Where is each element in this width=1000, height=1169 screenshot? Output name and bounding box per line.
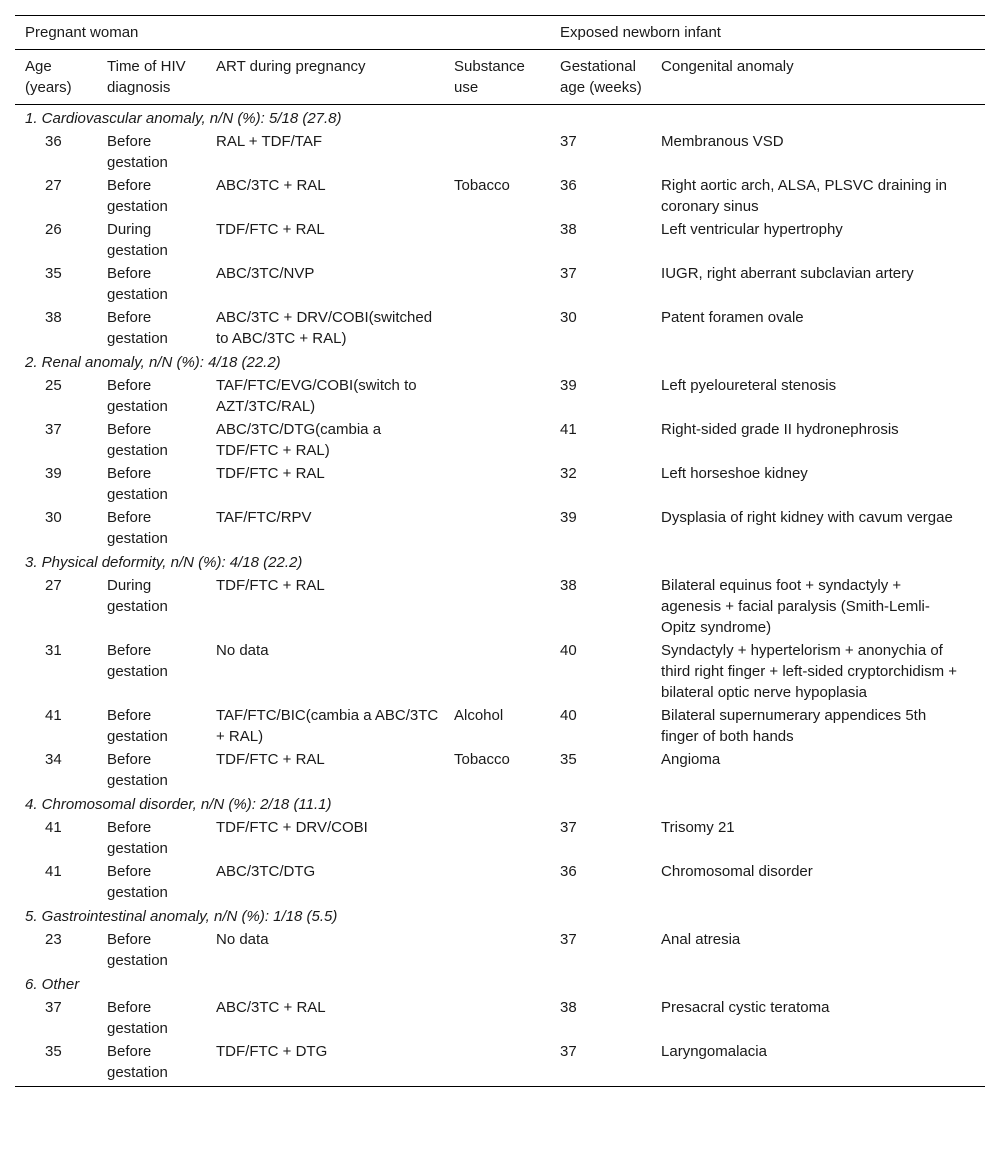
table-row	[15, 860, 985, 904]
substance-use-cell	[444, 306, 550, 350]
category-row	[15, 792, 985, 816]
congenital-anomaly-cell: Dysplasia of right kidney with cavum vergae	[661, 509, 953, 526]
congenital-anomaly-cell: Patent foramen ovale	[661, 309, 804, 326]
art-cell: ABC/3TC/DTG(cambia a TDF/FTC + RAL)	[216, 421, 382, 459]
table-row	[15, 130, 985, 174]
substance-use-cell	[444, 816, 550, 860]
column-header-substance-use: Substance use	[444, 50, 550, 105]
age-cell: 36	[45, 133, 62, 150]
age-cell: 35	[45, 265, 62, 282]
category-title: 6. Other	[25, 976, 80, 993]
gestational-age-cell: 37	[560, 931, 577, 948]
time-of-diagnosis-cell: Before gestation	[107, 863, 168, 901]
category-title: 2. Renal anomaly, n/N (%): 4/18 (22.2)	[25, 354, 281, 371]
art-cell: TDF/FTC + RAL	[216, 751, 325, 768]
art-cell: No data	[216, 642, 269, 659]
column-header-age: Age (years)	[15, 50, 97, 105]
gestational-age-cell: 38	[560, 221, 577, 238]
time-of-diagnosis-cell: Before gestation	[107, 265, 168, 303]
age-cell: 27	[45, 177, 62, 194]
art-cell: ABC/3TC + RAL	[216, 999, 326, 1016]
congenital-anomaly-cell: Anal atresia	[661, 931, 741, 948]
art-cell: ABC/3TC/DTG	[216, 863, 316, 880]
group-header-row	[15, 16, 985, 50]
time-of-diagnosis-cell: Before gestation	[107, 133, 168, 171]
gestational-age-cell: 37	[560, 265, 577, 282]
category-row	[15, 350, 985, 374]
substance-use-cell	[444, 996, 550, 1040]
time-of-diagnosis-cell: Before gestation	[107, 177, 168, 215]
gestational-age-cell: 37	[560, 819, 577, 836]
gestational-age-cell: 38	[560, 577, 577, 594]
substance-use-cell	[444, 639, 550, 704]
art-cell: TDF/FTC + RAL	[216, 221, 325, 238]
table-row	[15, 374, 985, 418]
table-row	[15, 1040, 985, 1087]
age-cell: 23	[45, 931, 62, 948]
age-cell: 27	[45, 577, 62, 594]
table-row	[15, 574, 985, 639]
table-row	[15, 506, 985, 550]
category-title: 5. Gastrointestinal anomaly, n/N (%): 1/18 (5.5)	[25, 908, 338, 925]
substance-use-cell	[444, 1040, 550, 1087]
group-header-pregnant-woman: Pregnant woman	[15, 16, 550, 50]
congenital-anomaly-cell: Chromosomal disorder	[661, 863, 813, 880]
gestational-age-cell: 37	[560, 133, 577, 150]
time-of-diagnosis-cell: Before gestation	[107, 931, 168, 969]
substance-use-cell	[444, 374, 550, 418]
table-row	[15, 462, 985, 506]
time-of-diagnosis-cell: During gestation	[107, 577, 168, 615]
gestational-age-cell: 41	[560, 421, 577, 438]
substance-use-cell	[444, 506, 550, 550]
column-header-row	[15, 50, 985, 105]
age-cell: 30	[45, 509, 62, 526]
table-row	[15, 218, 985, 262]
substance-use-cell	[444, 418, 550, 462]
congenital-anomaly-cell: Left horseshoe kidney	[661, 465, 808, 482]
gestational-age-cell: 40	[560, 707, 577, 724]
table-row	[15, 748, 985, 792]
time-of-diagnosis-cell: Before gestation	[107, 309, 168, 347]
time-of-diagnosis-cell: Before gestation	[107, 465, 168, 503]
substance-use-cell	[444, 262, 550, 306]
age-cell: 37	[45, 999, 62, 1016]
age-cell: 34	[45, 751, 62, 768]
substance-use-cell	[444, 218, 550, 262]
category-title: 3. Physical deformity, n/N (%): 4/18 (22.2)	[25, 554, 303, 571]
time-of-diagnosis-cell: Before gestation	[107, 509, 168, 547]
time-of-diagnosis-cell: Before gestation	[107, 819, 168, 857]
time-of-diagnosis-cell: Before gestation	[107, 642, 168, 680]
category-row	[15, 972, 985, 996]
column-header-congenital-anomaly: Congenital anomaly	[651, 50, 985, 105]
time-of-diagnosis-cell: Before gestation	[97, 1040, 206, 1087]
age-cell: 31	[45, 642, 62, 659]
congenital-anomaly-cell: Laryngomalacia	[651, 1040, 985, 1087]
congenital-anomaly-cell: IUGR, right aberrant subclavian artery	[661, 265, 914, 282]
congenital-anomaly-cell: Presacral cystic teratoma	[661, 999, 830, 1016]
category-row	[15, 904, 985, 928]
art-cell: TDF/FTC + RAL	[216, 577, 325, 594]
substance-use-cell	[444, 928, 550, 972]
art-cell: ABC/3TC/NVP	[216, 265, 315, 282]
congenital-anomaly-cell: Right-sided grade II hydronephrosis	[661, 421, 899, 438]
art-cell: TAF/FTC/BIC(cambia a ABC/3TC + RAL)	[216, 707, 439, 745]
congenital-anomaly-cell: Membranous VSD	[661, 133, 784, 150]
substance-use-cell	[444, 574, 550, 639]
congenital-anomaly-cell: Bilateral equinus foot + syndactyly + agenesis + facial paralysis (Smith-Lemli-Opitz syndrome)	[661, 577, 930, 636]
age-cell: 38	[45, 309, 62, 326]
art-cell: ABC/3TC + RAL	[216, 177, 326, 194]
congenital-anomaly-cell: Angioma	[661, 751, 721, 768]
table-row	[15, 996, 985, 1040]
age-cell: 39	[45, 465, 62, 482]
age-cell: 26	[45, 221, 62, 238]
art-cell: TDF/FTC + DRV/COBI	[216, 819, 368, 836]
table-row	[15, 928, 985, 972]
table-row	[15, 704, 985, 748]
art-cell: TDF/FTC + RAL	[216, 465, 325, 482]
gestational-age-cell: 36	[560, 177, 577, 194]
category-title: 1. Cardiovascular anomaly, n/N (%): 5/18 (27.8)	[25, 110, 342, 127]
time-of-diagnosis-cell: Before gestation	[107, 707, 168, 745]
gestational-age-cell: 36	[560, 863, 577, 880]
congenital-anomaly-cell: Trisomy 21	[661, 819, 735, 836]
table-row	[15, 639, 985, 704]
category-row	[15, 105, 985, 131]
age-cell: 41	[45, 707, 62, 724]
table-row	[15, 262, 985, 306]
gestational-age-cell: 37	[550, 1040, 651, 1087]
gestational-age-cell: 40	[560, 642, 577, 659]
congenital-anomaly-cell: Right aortic arch, ALSA, PLSVC draining in coronary sinus	[661, 177, 948, 215]
art-cell: No data	[216, 931, 269, 948]
table-row	[15, 816, 985, 860]
congenital-anomaly-cell: Bilateral supernumerary appendices 5th finger of both hands	[661, 707, 927, 745]
category-title: 4. Chromosomal disorder, n/N (%): 2/18 (11.1)	[25, 796, 332, 813]
age-cell: 41	[45, 863, 62, 880]
group-header-newborn-infant: Exposed newborn infant	[550, 16, 985, 50]
congenital-anomaly-cell: Left pyeloureteral stenosis	[661, 377, 837, 394]
time-of-diagnosis-cell: During gestation	[107, 221, 168, 259]
art-cell: RAL + TDF/TAF	[216, 133, 322, 150]
gestational-age-cell: 39	[560, 509, 577, 526]
art-cell: TDF/FTC + DTG	[206, 1040, 444, 1087]
time-of-diagnosis-cell: Before gestation	[107, 377, 168, 415]
congenital-anomaly-cell: Syndactyly + hypertelorism + anonychia of third right finger + left-sided cryptorchidism + bilateral optic nerve hypoplasia	[661, 642, 957, 701]
column-header-time-of-diagnosis: Time of HIV diagnosis	[97, 50, 206, 105]
category-row	[15, 550, 985, 574]
age-cell: 35	[15, 1040, 97, 1087]
table-row	[15, 306, 985, 350]
substance-use-cell	[444, 462, 550, 506]
art-cell: TAF/FTC/EVG/COBI(switch to AZT/3TC/RAL)	[216, 377, 417, 415]
table-row	[15, 174, 985, 218]
column-header-art: ART during pregnancy	[206, 50, 444, 105]
congenital-anomaly-cell: Left ventricular hypertrophy	[661, 221, 843, 238]
time-of-diagnosis-cell: Before gestation	[107, 751, 168, 789]
gestational-age-cell: 39	[560, 377, 577, 394]
time-of-diagnosis-cell: Before gestation	[107, 999, 168, 1037]
age-cell: 25	[45, 377, 62, 394]
substance-use-cell: Tobacco	[454, 751, 510, 768]
substance-use-cell: Tobacco	[454, 177, 510, 194]
substance-use-cell: Alcohol	[454, 707, 504, 724]
gestational-age-cell: 32	[560, 465, 577, 482]
art-cell: TAF/FTC/RPV	[216, 509, 312, 526]
time-of-diagnosis-cell: Before gestation	[107, 421, 168, 459]
table-row	[15, 418, 985, 462]
gestational-age-cell: 35	[560, 751, 577, 768]
gestational-age-cell: 30	[560, 309, 577, 326]
art-cell: ABC/3TC + DRV/COBI(switched to ABC/3TC + RAL)	[216, 309, 433, 347]
age-cell: 37	[45, 421, 62, 438]
substance-use-cell	[444, 130, 550, 174]
gestational-age-cell: 38	[560, 999, 577, 1016]
table-body	[15, 105, 985, 1087]
age-cell: 41	[45, 819, 62, 836]
substance-use-cell	[444, 860, 550, 904]
congenital-anomalies-table	[15, 15, 985, 1087]
column-header-gestational-age: Gestational age (weeks)	[550, 50, 651, 105]
